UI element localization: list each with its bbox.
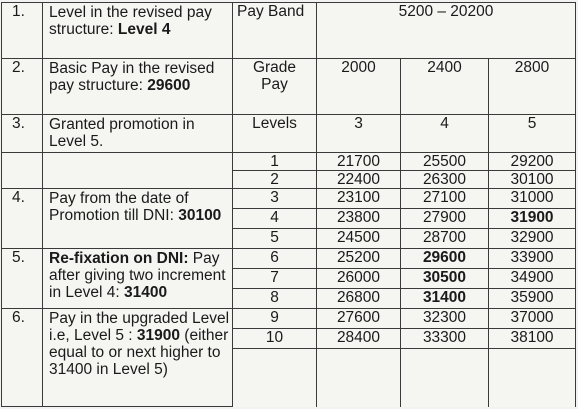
- matrix-value: 28400: [317, 329, 401, 349]
- matrix-level: 6: [233, 249, 317, 269]
- matrix-value: 22400: [317, 171, 401, 189]
- item-6-text: Pay in the upgraded Level i.e, Level 5 : 31900 (either equal to or next higher to 31400 in Level 5): [43, 309, 233, 407]
- matrix-empty-cell: [489, 349, 576, 407]
- item-2-text: Basic Pay in the revised pay structure: 29600: [43, 59, 233, 115]
- matrix-level: 10: [233, 329, 317, 349]
- matrix-level: 5: [233, 229, 317, 249]
- matrix-value-highlight: 31400: [401, 289, 489, 309]
- pay-band-label: Pay Band: [233, 3, 317, 59]
- pay-band-value: 5200 – 20200: [317, 3, 576, 59]
- matrix-value: 28700: [401, 229, 489, 249]
- matrix-value: 29200: [489, 153, 576, 171]
- matrix-value: 26000: [317, 269, 401, 289]
- matrix-value: 32300: [401, 309, 489, 329]
- matrix-level: 2: [233, 171, 317, 189]
- matrix-value: 32900: [489, 229, 576, 249]
- matrix-value: 26300: [401, 171, 489, 189]
- matrix-value: 33300: [401, 329, 489, 349]
- matrix-value: 23800: [317, 209, 401, 229]
- matrix-value: 38100: [489, 329, 576, 349]
- matrix-value: 33900: [489, 249, 576, 269]
- matrix-value: 25200: [317, 249, 401, 269]
- matrix-value: 21700: [317, 153, 401, 171]
- matrix-empty-cell: [317, 349, 401, 407]
- matrix-value-highlight: 31900: [489, 209, 576, 229]
- matrix-value: 34900: [489, 269, 576, 289]
- item-5-text: Re-fixation on DNI: Pay after giving two increment in Level 4: 31400: [43, 249, 233, 309]
- item-1-number: 1.: [2, 3, 43, 59]
- matrix-value: 24500: [317, 229, 401, 249]
- matrix-value: 26800: [317, 289, 401, 309]
- grade-pay-label: Grade Pay: [233, 59, 317, 115]
- matrix-value: 27100: [401, 189, 489, 209]
- matrix-value: 23100: [317, 189, 401, 209]
- matrix-value: 27900: [401, 209, 489, 229]
- levels-header-3: 3: [317, 115, 401, 153]
- levels-header-4: 4: [401, 115, 489, 153]
- matrix-level: 3: [233, 189, 317, 209]
- matrix-level: 4: [233, 209, 317, 229]
- levels-label: Levels: [233, 115, 317, 153]
- grade-pay-level-5: 2800: [489, 59, 576, 115]
- grade-pay-level-4: 2400: [401, 59, 489, 115]
- matrix-level: 8: [233, 289, 317, 309]
- matrix-level: 7: [233, 269, 317, 289]
- item-5-number: 5.: [2, 249, 43, 309]
- levels-header-5: 5: [489, 115, 576, 153]
- item-2-number: 2.: [2, 59, 43, 115]
- item-4-text: Pay from the date of Promotion till DNI: 30100: [43, 189, 233, 249]
- matrix-value: 31000: [489, 189, 576, 209]
- matrix-value: 37000: [489, 309, 576, 329]
- item-3-number: 3.: [2, 115, 43, 153]
- matrix-empty-cell: [233, 349, 317, 407]
- item-3-number-spacer: [2, 153, 43, 189]
- pay-fixation-table: [1, 2, 576, 407]
- item-6-number: 6.: [2, 309, 43, 407]
- matrix-level: 9: [233, 309, 317, 329]
- matrix-value: 30100: [489, 171, 576, 189]
- matrix-level: 1: [233, 153, 317, 171]
- matrix-empty-cell: [401, 349, 489, 407]
- matrix-value: 25500: [401, 153, 489, 171]
- item-3-text: Granted promotion in Level 5.: [43, 115, 233, 153]
- item-3-text-spacer: [43, 153, 233, 189]
- matrix-value: 35900: [489, 289, 576, 309]
- item-4-number: 4.: [2, 189, 43, 249]
- matrix-value-highlight: 30500: [401, 269, 489, 289]
- item-1-text: Level in the revised pay structure: Level 4: [43, 3, 233, 59]
- matrix-value-highlight: 29600: [401, 249, 489, 269]
- matrix-value: 27600: [317, 309, 401, 329]
- grade-pay-level-3: 2000: [317, 59, 401, 115]
